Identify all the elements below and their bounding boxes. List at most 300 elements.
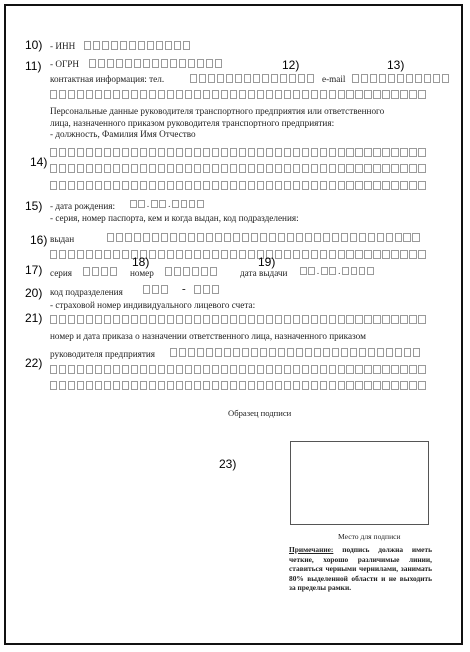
char-box[interactable] [181, 200, 188, 208]
char-box[interactable] [248, 381, 255, 390]
char-box[interactable] [120, 41, 127, 50]
char-box[interactable] [131, 148, 138, 157]
char-box[interactable] [278, 233, 285, 242]
char-box[interactable] [332, 233, 339, 242]
char-box[interactable] [107, 59, 114, 68]
char-box[interactable] [248, 315, 255, 324]
char-box[interactable] [203, 285, 210, 294]
char-box[interactable] [176, 164, 183, 173]
char-box[interactable] [230, 90, 237, 99]
char-box[interactable] [50, 315, 57, 324]
char-box[interactable] [113, 365, 120, 374]
char-box[interactable] [373, 148, 380, 157]
issued-by-input-line-2[interactable] [50, 250, 426, 259]
char-box[interactable] [266, 365, 273, 374]
char-box[interactable] [158, 90, 165, 99]
char-box[interactable] [400, 315, 407, 324]
char-box[interactable] [230, 148, 237, 157]
char-box[interactable] [116, 233, 123, 242]
char-box[interactable] [77, 381, 84, 390]
char-box[interactable] [329, 148, 336, 157]
position-input-line-1[interactable] [50, 148, 426, 157]
char-box[interactable] [167, 381, 174, 390]
char-box[interactable] [311, 90, 318, 99]
char-box[interactable] [293, 148, 300, 157]
char-box[interactable] [217, 74, 224, 83]
char-box[interactable] [257, 381, 264, 390]
char-box[interactable] [320, 365, 327, 374]
char-box[interactable] [161, 59, 168, 68]
char-box[interactable] [206, 59, 213, 68]
char-box[interactable] [176, 381, 183, 390]
char-box[interactable] [296, 348, 303, 357]
char-box[interactable] [176, 181, 183, 190]
char-box[interactable] [412, 233, 419, 242]
char-box[interactable] [355, 365, 362, 374]
char-box[interactable] [212, 164, 219, 173]
char-box[interactable] [403, 233, 410, 242]
char-box[interactable] [298, 74, 305, 83]
char-box[interactable] [346, 250, 353, 259]
dept-code-input-part-2[interactable] [194, 285, 219, 294]
char-box[interactable] [113, 164, 120, 173]
char-box[interactable] [122, 164, 129, 173]
char-box[interactable] [221, 90, 228, 99]
char-box[interactable] [50, 381, 57, 390]
char-box[interactable] [192, 267, 199, 276]
char-box[interactable] [174, 41, 181, 50]
char-box[interactable] [86, 365, 93, 374]
char-box[interactable] [239, 381, 246, 390]
char-box[interactable] [183, 41, 190, 50]
char-box[interactable] [262, 74, 269, 83]
ogrn-input[interactable] [89, 59, 222, 68]
char-box[interactable] [116, 59, 123, 68]
char-box[interactable] [308, 267, 315, 275]
char-box[interactable] [397, 74, 404, 83]
char-box[interactable] [203, 315, 210, 324]
char-box[interactable] [346, 90, 353, 99]
char-box[interactable] [176, 365, 183, 374]
char-box[interactable] [293, 315, 300, 324]
char-box[interactable] [370, 74, 377, 83]
char-box[interactable] [113, 181, 120, 190]
char-box[interactable] [221, 315, 228, 324]
char-box[interactable] [59, 148, 66, 157]
char-box[interactable] [77, 90, 84, 99]
char-box[interactable] [320, 90, 327, 99]
char-box[interactable] [111, 41, 118, 50]
char-box[interactable] [311, 250, 318, 259]
char-box[interactable] [95, 365, 102, 374]
char-box[interactable] [251, 233, 258, 242]
char-box[interactable] [302, 381, 309, 390]
char-box[interactable] [226, 74, 233, 83]
char-box[interactable] [239, 250, 246, 259]
char-box[interactable] [406, 74, 413, 83]
char-box[interactable] [338, 250, 345, 259]
char-box[interactable] [185, 365, 192, 374]
char-box[interactable] [167, 250, 174, 259]
char-box[interactable] [275, 148, 282, 157]
char-box[interactable] [50, 365, 57, 374]
char-box[interactable] [355, 250, 362, 259]
char-box[interactable] [364, 181, 371, 190]
char-box[interactable] [260, 233, 267, 242]
char-box[interactable] [113, 148, 120, 157]
char-box[interactable] [86, 250, 93, 259]
char-box[interactable] [329, 181, 336, 190]
char-box[interactable] [68, 365, 75, 374]
char-box[interactable] [314, 233, 321, 242]
char-box[interactable] [172, 200, 179, 208]
char-box[interactable] [418, 365, 425, 374]
char-box[interactable] [244, 74, 251, 83]
char-box[interactable] [275, 164, 282, 173]
char-box[interactable] [176, 315, 183, 324]
char-box[interactable] [341, 348, 348, 357]
char-box[interactable] [367, 267, 374, 275]
char-box[interactable] [176, 250, 183, 259]
char-box[interactable] [194, 381, 201, 390]
char-box[interactable] [203, 250, 210, 259]
char-box[interactable] [122, 181, 129, 190]
char-box[interactable] [215, 348, 222, 357]
char-box[interactable] [400, 164, 407, 173]
char-box[interactable] [113, 381, 120, 390]
char-box[interactable] [179, 233, 186, 242]
char-box[interactable] [346, 315, 353, 324]
char-box[interactable] [373, 365, 380, 374]
char-box[interactable] [311, 181, 318, 190]
char-box[interactable] [170, 233, 177, 242]
char-box[interactable] [125, 233, 132, 242]
char-box[interactable] [293, 164, 300, 173]
char-box[interactable] [409, 181, 416, 190]
char-box[interactable] [275, 365, 282, 374]
char-box[interactable] [329, 381, 336, 390]
char-box[interactable] [143, 233, 150, 242]
char-box[interactable] [86, 181, 93, 190]
char-box[interactable] [391, 381, 398, 390]
char-box[interactable] [212, 285, 219, 294]
char-box[interactable] [197, 348, 204, 357]
char-box[interactable] [302, 90, 309, 99]
char-box[interactable] [95, 381, 102, 390]
char-box[interactable] [77, 164, 84, 173]
char-box[interactable] [257, 181, 264, 190]
char-box[interactable] [221, 365, 228, 374]
position-input-line-3[interactable] [50, 181, 426, 190]
char-box[interactable] [361, 74, 368, 83]
char-box[interactable] [379, 74, 386, 83]
char-box[interactable] [185, 90, 192, 99]
char-box[interactable] [400, 148, 407, 157]
char-box[interactable] [413, 348, 420, 357]
char-box[interactable] [134, 233, 141, 242]
char-box[interactable] [95, 164, 102, 173]
char-box[interactable] [338, 164, 345, 173]
char-box[interactable] [152, 233, 159, 242]
char-box[interactable] [230, 181, 237, 190]
char-box[interactable] [284, 365, 291, 374]
char-box[interactable] [194, 365, 201, 374]
char-box[interactable] [338, 181, 345, 190]
char-box[interactable] [84, 41, 91, 50]
char-box[interactable] [167, 164, 174, 173]
char-box[interactable] [212, 148, 219, 157]
char-box[interactable] [368, 348, 375, 357]
char-box[interactable] [95, 250, 102, 259]
char-box[interactable] [113, 250, 120, 259]
char-box[interactable] [269, 233, 276, 242]
char-box[interactable] [382, 315, 389, 324]
char-box[interactable] [350, 233, 357, 242]
char-box[interactable] [50, 90, 57, 99]
char-box[interactable] [89, 59, 96, 68]
char-box[interactable] [143, 285, 150, 294]
char-box[interactable] [129, 41, 136, 50]
char-box[interactable] [86, 315, 93, 324]
char-box[interactable] [377, 348, 384, 357]
char-box[interactable] [215, 233, 222, 242]
char-box[interactable] [442, 74, 449, 83]
char-box[interactable] [248, 250, 255, 259]
char-box[interactable] [391, 250, 398, 259]
char-box[interactable] [151, 200, 158, 208]
char-box[interactable] [203, 164, 210, 173]
char-box[interactable] [418, 90, 425, 99]
char-box[interactable] [391, 315, 398, 324]
char-box[interactable] [183, 267, 190, 276]
birth-date-input[interactable] [130, 200, 204, 209]
char-box[interactable] [302, 250, 309, 259]
char-box[interactable] [257, 148, 264, 157]
char-box[interactable] [125, 59, 132, 68]
char-box[interactable] [382, 181, 389, 190]
char-box[interactable] [409, 365, 416, 374]
char-box[interactable] [77, 315, 84, 324]
char-box[interactable] [185, 164, 192, 173]
char-box[interactable] [59, 381, 66, 390]
char-box[interactable] [167, 148, 174, 157]
char-box[interactable] [194, 181, 201, 190]
char-box[interactable] [68, 90, 75, 99]
char-box[interactable] [131, 315, 138, 324]
char-box[interactable] [391, 164, 398, 173]
char-box[interactable] [373, 164, 380, 173]
char-box[interactable] [230, 365, 237, 374]
char-box[interactable] [424, 74, 431, 83]
char-box[interactable] [248, 181, 255, 190]
char-box[interactable] [266, 90, 273, 99]
char-box[interactable] [104, 148, 111, 157]
char-box[interactable] [199, 74, 206, 83]
char-box[interactable] [77, 365, 84, 374]
char-box[interactable] [188, 348, 195, 357]
char-box[interactable] [59, 365, 66, 374]
char-box[interactable] [320, 315, 327, 324]
char-box[interactable] [140, 181, 147, 190]
char-box[interactable] [138, 41, 145, 50]
char-box[interactable] [230, 164, 237, 173]
char-box[interactable] [140, 381, 147, 390]
char-box[interactable] [404, 348, 411, 357]
char-box[interactable] [373, 381, 380, 390]
char-box[interactable] [68, 315, 75, 324]
char-box[interactable] [215, 59, 222, 68]
char-box[interactable] [104, 315, 111, 324]
char-box[interactable] [161, 233, 168, 242]
char-box[interactable] [203, 148, 210, 157]
char-box[interactable] [194, 148, 201, 157]
char-box[interactable] [131, 164, 138, 173]
char-box[interactable] [355, 90, 362, 99]
char-box[interactable] [248, 90, 255, 99]
char-box[interactable] [194, 315, 201, 324]
char-box[interactable] [275, 250, 282, 259]
char-box[interactable] [248, 365, 255, 374]
char-box[interactable] [329, 365, 336, 374]
char-box[interactable] [266, 381, 273, 390]
char-box[interactable] [266, 148, 273, 157]
char-box[interactable] [242, 348, 249, 357]
char-box[interactable] [59, 164, 66, 173]
char-box[interactable] [346, 181, 353, 190]
char-box[interactable] [167, 315, 174, 324]
char-box[interactable] [197, 200, 204, 208]
char-box[interactable] [266, 315, 273, 324]
char-box[interactable] [418, 148, 425, 157]
char-box[interactable] [338, 381, 345, 390]
char-box[interactable] [382, 164, 389, 173]
char-box[interactable] [373, 90, 380, 99]
char-box[interactable] [368, 233, 375, 242]
passport-number-input[interactable] [165, 267, 217, 276]
position-input-line-2[interactable] [50, 164, 426, 173]
char-box[interactable] [341, 233, 348, 242]
char-box[interactable] [197, 233, 204, 242]
char-box[interactable] [50, 148, 57, 157]
char-box[interactable] [269, 348, 276, 357]
char-box[interactable] [179, 59, 186, 68]
char-box[interactable] [174, 267, 181, 276]
char-box[interactable] [221, 148, 228, 157]
char-box[interactable] [311, 315, 318, 324]
dept-code-input-part-1[interactable] [143, 285, 168, 294]
char-box[interactable] [59, 250, 66, 259]
char-box[interactable] [113, 315, 120, 324]
char-box[interactable] [176, 90, 183, 99]
char-box[interactable] [167, 365, 174, 374]
char-box[interactable] [206, 233, 213, 242]
char-box[interactable] [321, 267, 328, 275]
order-input-line-1[interactable] [170, 348, 420, 357]
char-box[interactable] [68, 164, 75, 173]
char-box[interactable] [329, 267, 336, 275]
char-box[interactable] [382, 381, 389, 390]
char-box[interactable] [382, 148, 389, 157]
char-box[interactable] [287, 233, 294, 242]
char-box[interactable] [284, 250, 291, 259]
char-box[interactable] [329, 164, 336, 173]
char-box[interactable] [284, 315, 291, 324]
issue-date-input[interactable] [300, 267, 374, 276]
char-box[interactable] [185, 250, 192, 259]
char-box[interactable] [122, 250, 129, 259]
char-box[interactable] [400, 181, 407, 190]
char-box[interactable] [212, 365, 219, 374]
char-box[interactable] [161, 285, 168, 294]
char-box[interactable] [391, 365, 398, 374]
char-box[interactable] [266, 181, 273, 190]
char-box[interactable] [50, 181, 57, 190]
char-box[interactable] [113, 90, 120, 99]
char-box[interactable] [329, 315, 336, 324]
char-box[interactable] [293, 90, 300, 99]
char-box[interactable] [332, 348, 339, 357]
char-box[interactable] [386, 348, 393, 357]
char-box[interactable] [134, 59, 141, 68]
char-box[interactable] [418, 315, 425, 324]
char-box[interactable] [293, 365, 300, 374]
char-box[interactable] [418, 164, 425, 173]
char-box[interactable] [59, 315, 66, 324]
char-box[interactable] [93, 41, 100, 50]
char-box[interactable] [300, 267, 307, 275]
char-box[interactable] [359, 348, 366, 357]
char-box[interactable] [224, 233, 231, 242]
char-box[interactable] [203, 90, 210, 99]
char-box[interactable] [158, 381, 165, 390]
char-box[interactable] [364, 315, 371, 324]
char-box[interactable] [50, 250, 57, 259]
char-box[interactable] [122, 90, 129, 99]
char-box[interactable] [140, 315, 147, 324]
char-box[interactable] [373, 315, 380, 324]
order-input-line-3[interactable] [50, 381, 426, 390]
char-box[interactable] [302, 365, 309, 374]
char-box[interactable] [293, 381, 300, 390]
char-box[interactable] [210, 267, 217, 276]
char-box[interactable] [130, 200, 137, 208]
char-box[interactable] [352, 74, 359, 83]
char-box[interactable] [138, 200, 145, 208]
char-box[interactable] [311, 365, 318, 374]
char-box[interactable] [257, 365, 264, 374]
char-box[interactable] [158, 164, 165, 173]
char-box[interactable] [149, 381, 156, 390]
char-box[interactable] [311, 164, 318, 173]
char-box[interactable] [409, 250, 416, 259]
char-box[interactable] [104, 164, 111, 173]
char-box[interactable] [59, 181, 66, 190]
char-box[interactable] [257, 164, 264, 173]
char-box[interactable] [400, 381, 407, 390]
char-box[interactable] [50, 164, 57, 173]
char-box[interactable] [242, 233, 249, 242]
char-box[interactable] [293, 181, 300, 190]
char-box[interactable] [275, 315, 282, 324]
char-box[interactable] [239, 164, 246, 173]
char-box[interactable] [418, 181, 425, 190]
char-box[interactable] [382, 250, 389, 259]
char-box[interactable] [415, 74, 422, 83]
char-box[interactable] [382, 90, 389, 99]
char-box[interactable] [305, 348, 312, 357]
char-box[interactable] [68, 250, 75, 259]
char-box[interactable] [284, 381, 291, 390]
